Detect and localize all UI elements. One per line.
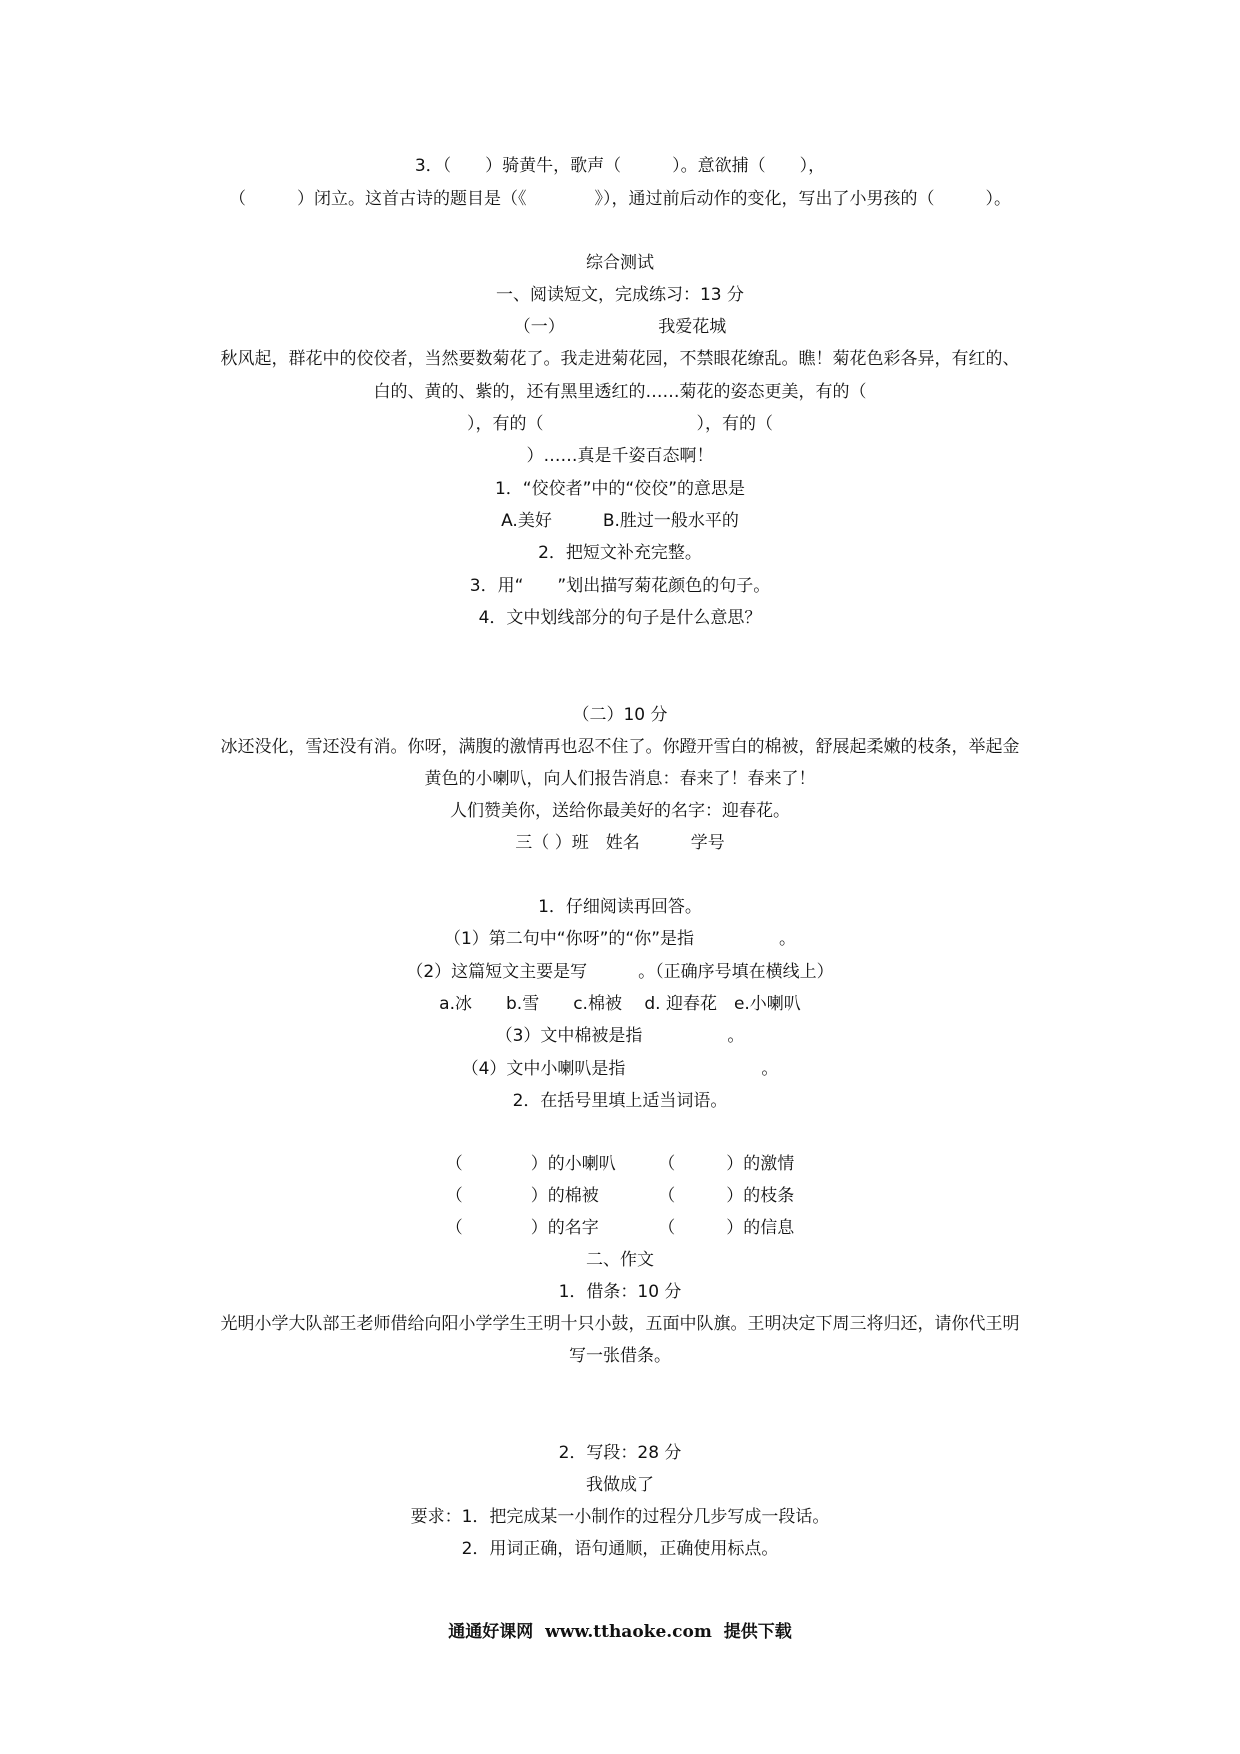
iou-task-heading: 1．借条：10 分: [558, 1282, 682, 1302]
subquestion-1: 1．仔细阅读再回答。: [538, 897, 702, 917]
question-3: 3．用“ ”划出描写菊花颜色的句子。: [469, 576, 771, 596]
subquestion-1-options: a.冰 b.雪 c.棉被 d. 迎春花 e.小喇叭: [439, 994, 801, 1014]
passage-one-title: （一） 我爱花城: [513, 317, 727, 337]
word-fill-row-1: （ ）的小喇叭 （ ）的激情: [445, 1154, 795, 1174]
question-1-options: A.美好 B.胜过一般水平的: [501, 511, 739, 531]
requirement-1: 要求：1．把完成某一小制作的过程分几步写成一段话。: [410, 1507, 830, 1527]
question-1: 1．“佼佼者”中的“佼佼”的意思是: [494, 479, 746, 499]
section-one-heading: 一、阅读短文，完成练习：13 分: [495, 285, 745, 305]
question-4: 4．文中划线部分的句子是什么意思？: [478, 608, 762, 628]
subquestion-1-part-2: （2）这篇短文主要是写 。（正确序号填在横线上）: [406, 962, 834, 982]
subquestion-1-part-4: （4）文中小喇叭是指 。: [461, 1059, 779, 1079]
word-fill-row-3: （ ）的名字 （ ）的信息: [445, 1218, 795, 1238]
requirement-2: 2．用词正确，语句通顺，正确使用标点。: [461, 1539, 779, 1559]
passage-two-heading: （二）10 分: [572, 705, 668, 725]
test-title: 综合测试: [586, 253, 654, 273]
page-footer: 通通好课网 www.tthaoke.com 提供下载: [448, 1622, 792, 1642]
passage-two-line-2: 黄色的小喇叭，向人们报告消息：春来了！春来了！: [424, 769, 816, 789]
subquestion-1-part-3: （3）文中棉被是指 。: [495, 1026, 745, 1046]
passage-one-line-2: 白的、黄的、紫的，还有黑里透红的……菊花的姿态更美，有的（: [373, 382, 867, 402]
poem-question-line-2: （ ）闭立。这首古诗的题目是（《 》），通过前后动作的变化，写出了小男孩的（ ）。: [229, 189, 1011, 209]
passage-one-line-1: 秋风起，群花中的佼佼者，当然要数菊花了。我走进菊花园，不禁眼花缭乱。瞧！菊花色彩各异，有红的、: [220, 349, 1020, 369]
iou-task-line-1: 光明小学大队部王老师借给向阳小学学生王明十只小鼓，五面中队旗。王明决定下周三将归还，请你代王明: [220, 1314, 1020, 1334]
paragraph-task-title: 我做成了: [586, 1475, 654, 1495]
subquestion-1-part-1: （1）第二句中“你呀”的“你”是指 。: [443, 929, 797, 949]
passage-two-line-1: 冰还没化，雪还没有消。你呀，满腹的激情再也忍不住了。你蹬开雪白的棉被，舒展起柔嫩的枝条，举起金: [220, 737, 1020, 757]
iou-task-line-2: 写一张借条。: [569, 1346, 671, 1366]
passage-two-line-3: 人们赞美你，送给你最美好的名字：迎春花。: [450, 801, 790, 821]
subquestion-2: 2．在括号里填上适当词语。: [512, 1091, 728, 1111]
passage-one-line-3: ），有的（ ），有的（: [467, 414, 773, 434]
composition-heading: 二、作文: [586, 1250, 654, 1270]
question-2: 2．把短文补充完整。: [538, 543, 702, 563]
word-fill-row-2: （ ）的棉被 （ ）的枝条: [445, 1186, 795, 1206]
poem-question-line-1: 3．（ ）骑黄牛，歌声（ ）。意欲捕（ ），: [414, 156, 826, 176]
paragraph-task-heading: 2．写段：28 分: [558, 1443, 682, 1463]
student-info-line: 三（ ）班 姓名 学号: [515, 833, 725, 853]
passage-one-line-4: ）……真是千姿百态啊！: [526, 446, 714, 466]
